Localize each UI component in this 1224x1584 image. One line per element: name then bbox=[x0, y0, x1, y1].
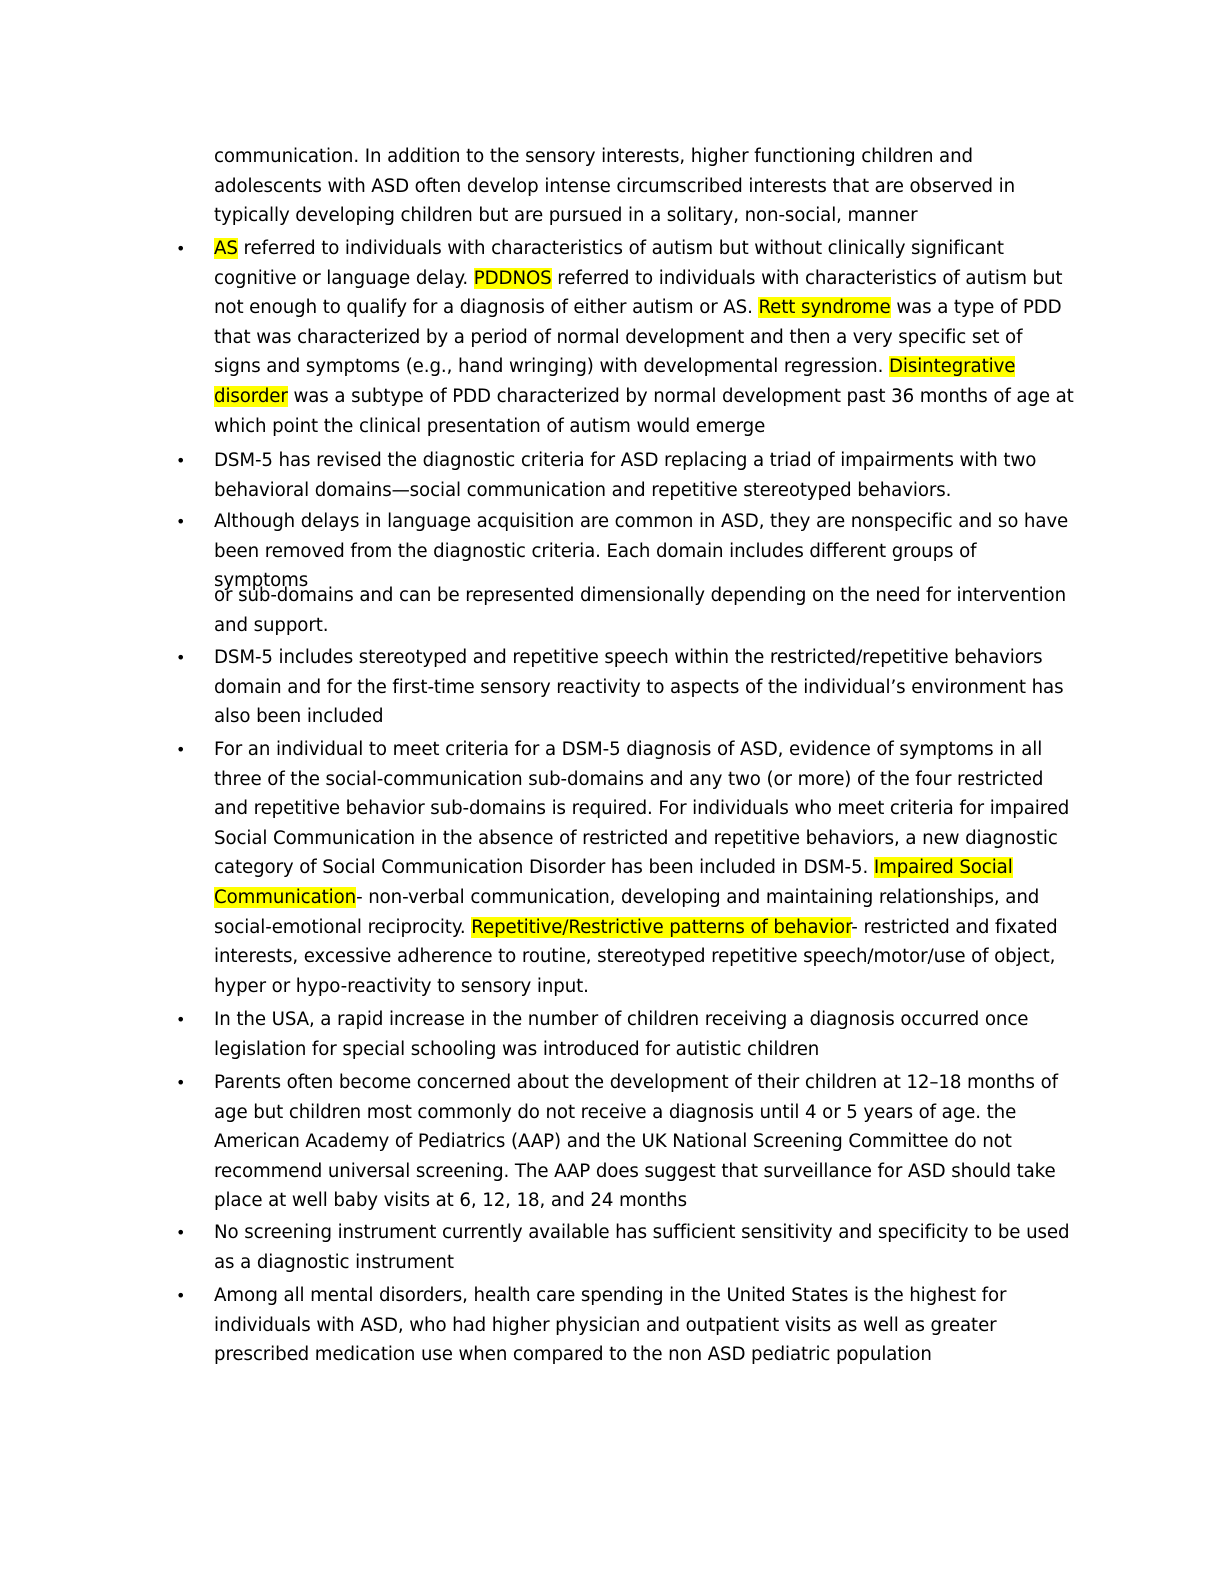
highlight-disintegrative-disorder: Disintegrative disorder bbox=[214, 356, 1016, 407]
bullet-text: Among all mental disorders, health care spending in the United States is the highest for individuals with ASD, who had higher physician and outpatient visits as well as greater prescribed medication use when compared to the non ASD pediatric population bbox=[214, 1285, 1007, 1366]
bullet-text: - restricted and fixated interests, excessive adherence to routine, stereotyped repetitive speech/motor/use of object, hyper or hypo-reactivity to sensory input. bbox=[214, 916, 1058, 997]
bullet-marker: • bbox=[176, 740, 186, 759]
intro-paragraph bbox=[214, 142, 1074, 231]
highlight-pddnos: PDDNOS bbox=[473, 267, 552, 289]
bullet-marker: • bbox=[176, 451, 186, 470]
bullet-marker: • bbox=[176, 1010, 186, 1029]
bullet-item-usa-increase bbox=[214, 1005, 1074, 1064]
bullet-item-dsm5-criteria bbox=[214, 735, 1074, 1001]
bullet-text: Parents often become concerned about the development of their children at 12–18 months of age but children most commonly do not receive a diagnosis until 4 or 5 years of age. the American Academy of Pediatrics (AAP) and the UK National Screening Committee do not recommend universal screening. The AAP does suggest that surveillance for ASD should take place at well baby visits at 6, 12, 18, and 24 months bbox=[214, 1072, 1058, 1212]
bullet-text: was a type of PDD that was characterized by a period of normal development and then a very specific set of signs and symptoms (e.g., hand wringing) with developmental regression. bbox=[214, 297, 1062, 378]
bullet-marker: • bbox=[176, 1073, 186, 1092]
bullet-text: DSM-5 includes stereotyped and repetitive speech within the restricted/repetitive behaviors domain and for the first-time sensory reactivity to aspects of the individual’s environment has also been included bbox=[214, 647, 1064, 728]
continuation-text: or sub-domains and can be represented dimensionally depending on the need for intervention and support. bbox=[214, 585, 1066, 636]
bullet-text: - non-verbal communication, developing and maintaining relationships, and social-emotional reciprocity. bbox=[214, 886, 1040, 938]
bullet-item-dsm5-revised bbox=[214, 446, 1074, 505]
intro-text: communication. In addition to the sensory interests, higher functioning children and adolescents with ASD often develop intense circumscribed interests that are observed in typically developing children but are pursued in a solitary, non-social, manner bbox=[214, 146, 1016, 227]
bullet-marker: • bbox=[176, 1223, 186, 1242]
highlight-rett-syndrome: Rett syndrome bbox=[758, 297, 891, 319]
bullet-marker: • bbox=[176, 512, 186, 531]
bullet-item-parents-concerned bbox=[214, 1068, 1074, 1216]
bullet-item-health-care-spending bbox=[214, 1281, 1074, 1370]
bullet-text: DSM-5 has revised the diagnostic criteria for ASD replacing a triad of impairments with two behavioral domains—social communication and repetitive stereotyped behaviors. bbox=[214, 450, 1037, 501]
continuation-paragraph bbox=[214, 581, 1074, 640]
bullet-marker: • bbox=[176, 648, 186, 667]
bullet-marker: • bbox=[176, 239, 186, 258]
bullet-text: was a subtype of PDD characterized by normal development past 36 months of age at which point the clinical presentation of autism would emerge bbox=[214, 385, 1074, 437]
highlight-impaired-social-communication: Impaired Social Communication bbox=[214, 857, 1013, 908]
highlight-as: AS bbox=[214, 238, 238, 259]
highlight-repetitive-restrictive-patterns: Repetitive/Restrictive patterns of behavior bbox=[471, 916, 852, 938]
bullet-marker: • bbox=[176, 1286, 186, 1305]
bullet-text: referred to individuals with characteristics of autism but without clinically significant cognitive or language delay. bbox=[214, 238, 1004, 289]
bullet-item-screening-instrument bbox=[214, 1218, 1074, 1277]
bullet-item-as-pddnos bbox=[214, 234, 1074, 441]
bullet-text: No screening instrument currently available has sufficient sensitivity and specificity to be used as a diagnostic instrument bbox=[214, 1222, 1070, 1273]
bullet-text: Although delays in language acquisition are common in ASD, they are nonspecific and so have been removed from the diagnostic criteria. Each domain includes different groups of symptoms bbox=[214, 511, 1069, 592]
bullet-text: referred to individuals with characteristics of autism but not enough to qualify for a diagnosis of either autism or AS. bbox=[214, 267, 1063, 319]
bullet-item-dsm5-stereotyped bbox=[214, 643, 1074, 732]
bullet-text: In the USA, a rapid increase in the number of children receiving a diagnosis occurred once legislation for special schooling was introduced for autistic children bbox=[214, 1009, 1029, 1060]
bullet-text: For an individual to meet criteria for a DSM-5 diagnosis of ASD, evidence of symptoms in all three of the social-communication sub-domains and any two (or more) of the four restricted and repetitive behavior sub-domains is required. For individuals who meet criteria for impaired Social Communication in the absence of restricted and repetitive behaviors, a new diagnostic category of Social Communication Disorder has been included in DSM-5. bbox=[214, 739, 1070, 879]
